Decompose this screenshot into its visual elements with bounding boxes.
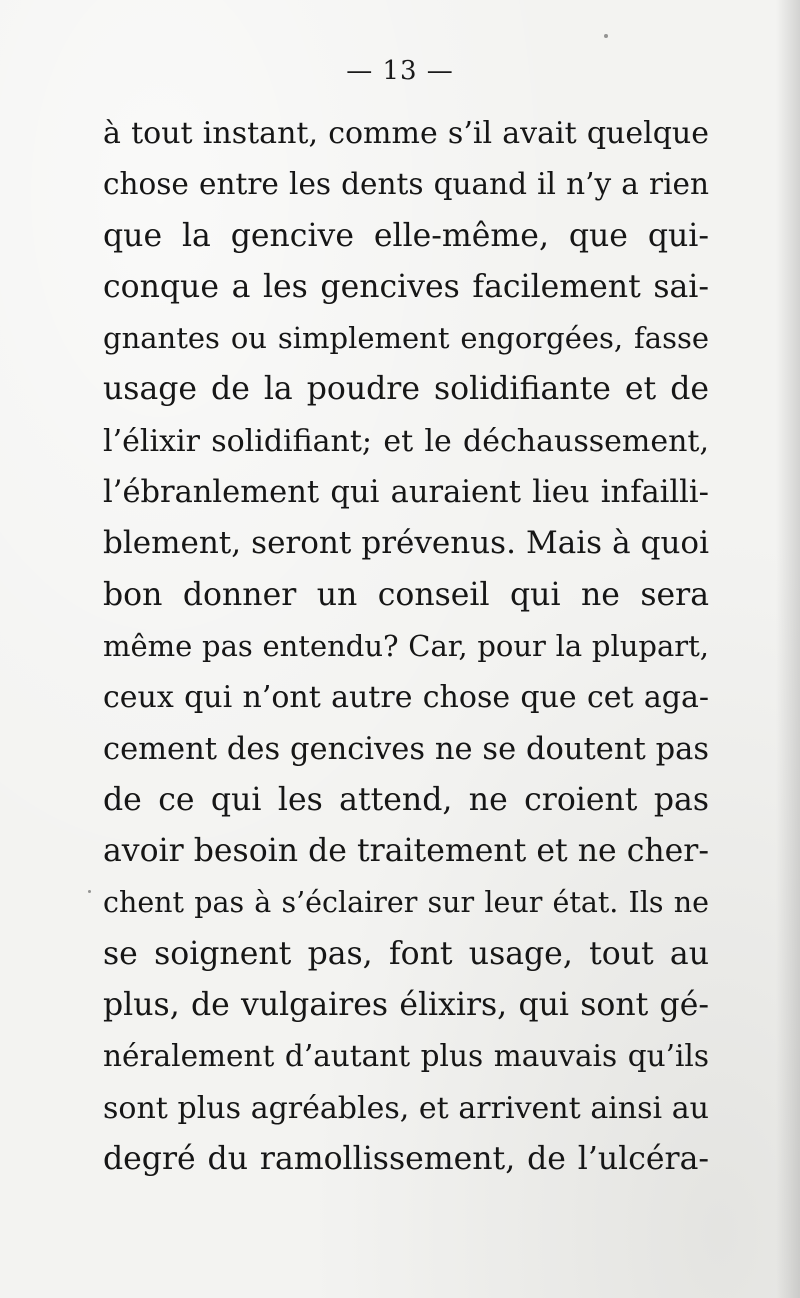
text-line: avoir besoin de traitement et ne cher- [103,833,709,870]
text-line: se soignent pas, font usage, tout au [103,935,709,972]
text-line: ceux qui n’ont autre chose que cet aga- [103,680,709,716]
text-line: l’élixir solidifiant; et le déchaussement, [103,423,709,459]
page-number: — 13 — [346,56,454,86]
text-line: à tout instant, comme s’il avait quelque [103,116,709,151]
page-edge-shadow [776,0,800,1298]
text-line: l’ébranlement qui auraient lieu infailli- [103,475,709,511]
text-line: gnantes ou simplement engorgées, fasse [103,321,709,356]
text-line: que la gencive elle-même, que qui- [103,217,709,254]
text-line: cement des gencives ne se doutent pas [103,731,709,767]
text-line: bon donner un conseil qui ne sera [103,576,709,613]
ink-speck [604,34,608,38]
text-line: degré du ramollissement, de l’ulcéra- [103,1140,709,1177]
text-line: chose entre les dents quand il n’y a rien [103,167,709,202]
body-text [103,108,709,1185]
text-line: néralement d’autant plus mauvais qu’ils [103,1039,709,1074]
text-line: chent pas à s’éclairer sur leur état. Ils ne [103,886,709,920]
text-line: blement, seront prévenus. Mais à quoi [103,525,709,562]
text-line: sont plus agréables, et arrivent ainsi au [103,1090,709,1126]
text-line: de ce qui les attend, ne croient pas [103,781,709,818]
ink-speck [88,890,91,893]
text-line: conque a les gencives facilement sai- [103,268,709,305]
text-line: même pas entendu? Car, pour la plupart, [103,628,709,663]
text-line: plus, de vulgaires élixirs, qui sont gé- [103,987,709,1024]
text-line: usage de la poudre solidifiante et de [103,371,709,408]
